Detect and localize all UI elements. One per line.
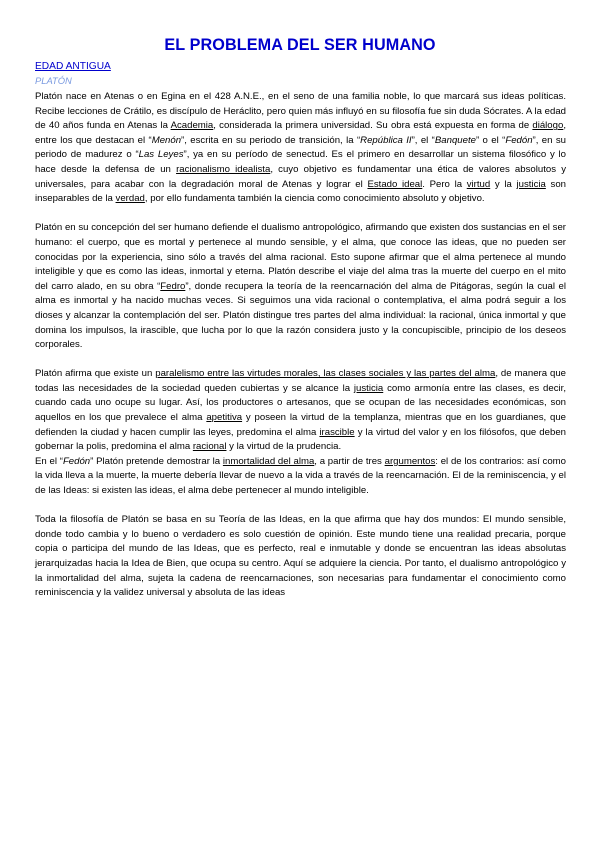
text-run: . Pero la — [422, 178, 467, 190]
text-run: Platón nace en Atenas o en Egina en el 428 A.N.E., en el seno de una familia noble, lo que marcará sus ideas políticas. Recibe lecciones de Crátilo, es discípulo de Heráclito, pero quien más influyó en su filosofía fue sin duda Sócrates. A la edad de 40 años funda en Atenas la — [35, 91, 566, 132]
text-run: Toda la filosofía de Platón se basa en su Teoría de las Ideas, en la que afirma que hay dos mundos: El mundo sensible, donde todo cambia y lo bueno o verdadero es solo cuestión de opinión. Este mundo tiene una realidad precaria, porque copia o participa del mundo de las Ideas, que es perfecto, real e inmutable y donde se encuentran las ideas absolutas jerarquizadas hacia la Idea de Bien, que ocupa su centro. Aquí se adquiere la ciencia. Por tanto, el dualismo antropológico y la inmortalidad del alma, sujeta la cadena de reencarnaciones, son necesarias para fundamentar el conocimiento como reminiscencia y la validez universal y absoluta de las ideas — [35, 514, 566, 599]
paragraph-p4 — [35, 513, 566, 601]
text-run: ”, en su periodo de madurez o “ — [35, 134, 566, 161]
text-run: Platón en su concepción del ser humano defiende el dualismo antropológico, afirmando que existen dos sustancias en el ser humano: el cuerpo, que es mortal y pertenece al mundo sensible, y el alma, que conoce las ideas, que no pueden ser conocidas por la experiencia, sino sólo a través del alma racional. Esto supone afirmar que el alma pertenece al mundo inteligible y que es como las ideas, inmortal y eterna. Platón describe el viaje del alma tras la muerte del cuerpo en el mito del carro alado, en su obra “ — [35, 222, 566, 292]
subsection-heading: PLATÓN — [35, 75, 72, 86]
document-body — [35, 90, 566, 601]
text-run: ”, escrita en su periodo de transición, la “ — [181, 134, 361, 146]
text-run: son inseparables de la — [35, 178, 566, 205]
text-run: y la virtud de la prudencia. — [226, 441, 342, 453]
text-run: ”, el “ — [411, 134, 435, 146]
text-run: ” o el “ — [475, 134, 506, 146]
text-run: En el “ — [35, 455, 63, 467]
work-title: Menón — [151, 134, 182, 146]
text-run: ”, donde recupera la teoría de la reencarnación del alma de Pitágoras, según la cual el alma es inmortal y ha nacido muchas veces. Si seguimos una vida racional o contemplativa, el alma podrá seguir a los dioses y alcanzar la contemplación del ser. Platón distingue tres partes del alma individual: la racional, única inmortal y que domina los impulsos, la irascible, que lucha por lo que la razón considera justo y la concupiscible, principio de los deseos corporales. — [35, 280, 566, 351]
underlined-term: Academia — [170, 120, 214, 132]
underlined-term: justicia — [353, 382, 384, 394]
underlined-term: diálogo — [532, 120, 564, 132]
work-title: Las Leyes — [138, 149, 184, 161]
underlined-term: inmortalidad del alma — [222, 455, 315, 467]
underlined-term: racionalismo idealista — [176, 163, 271, 175]
underlined-term: Fedro — [160, 280, 186, 292]
text-run: y la virtud del valor y en los filósofos, que deben gobernar la polis, predomina el alma — [35, 426, 566, 453]
work-title: Fedón — [62, 455, 91, 467]
text-run: como armonía entre las clases, es decir, cuando cada uno ocupe su lugar. Así, los productores o artesanos, que se ocupan de las necesidades económicas, son aquellos en los que prevalece el alma — [35, 382, 566, 424]
underlined-term: justicia — [516, 178, 546, 190]
text-run: , por ello fundamenta también la ciencia como conocimiento absoluto y objetivo. — [144, 193, 485, 205]
paragraph-p2 — [35, 221, 566, 352]
text-run: y poseen la virtud de la templanza, mientras que en los guardianes, que defienden la ciudad y hacen cumplir las leyes, predomina el alma — [35, 412, 566, 438]
underlined-term: racional — [192, 441, 227, 453]
work-title: Banquete — [434, 134, 476, 146]
text-run: , de manera que todas las necesidades de la sociedad queden cubiertas y se alcance la — [35, 368, 566, 394]
work-title: Fedón — [505, 134, 533, 146]
underlined-term: Estado ideal — [367, 178, 423, 190]
work-title: República II — [360, 134, 412, 146]
text-run: , a partir de tres — [314, 455, 385, 467]
underlined-term: virtud — [466, 178, 491, 190]
underlined-term: argumentos — [384, 455, 436, 467]
text-run: Platón afirma que existe un — [35, 368, 156, 380]
text-run: ”, ya en su período de senectud. Es el primero en desarrollar un sistema filosófico y lo hace desde la defensa de un — [35, 149, 567, 175]
underlined-term: paralelismo entre las virtudes morales, las clases sociales y las partes del alma — [155, 368, 496, 380]
text-run: y la — [490, 178, 517, 190]
section-heading: EDAD ANTIGUA — [35, 61, 111, 72]
paragraph-p3 — [35, 367, 566, 498]
underlined-term: verdad — [115, 193, 145, 205]
text-run: : el de los contrarios: así como la vida lleva a la muerte, la muerte debería llevar de nuevo a la vida a través de la reencarnación. El de la reminiscencia, y el de las Ideas: si existen las ideas, el alma debe pertenecer al mundo inteligible. — [35, 455, 566, 497]
underlined-term: irascible — [319, 426, 355, 438]
text-run: , considerada la primera universidad. Su obra está expuesta en forma de — [213, 120, 533, 132]
paragraph-p1 — [35, 90, 566, 207]
text-run: , entre los que destacan el “ — [35, 120, 566, 146]
text-run: , cuyo objetivo es fundamentar una ética de valores absolutos y universales, para acabar con la degradación moral de Atenas y lograr el — [35, 163, 566, 190]
page-title: EL PROBLEMA DEL SER HUMANO — [164, 36, 436, 54]
underlined-term: apetitiva — [206, 412, 243, 424]
text-run: ” Platón pretende demostrar la — [90, 455, 223, 467]
